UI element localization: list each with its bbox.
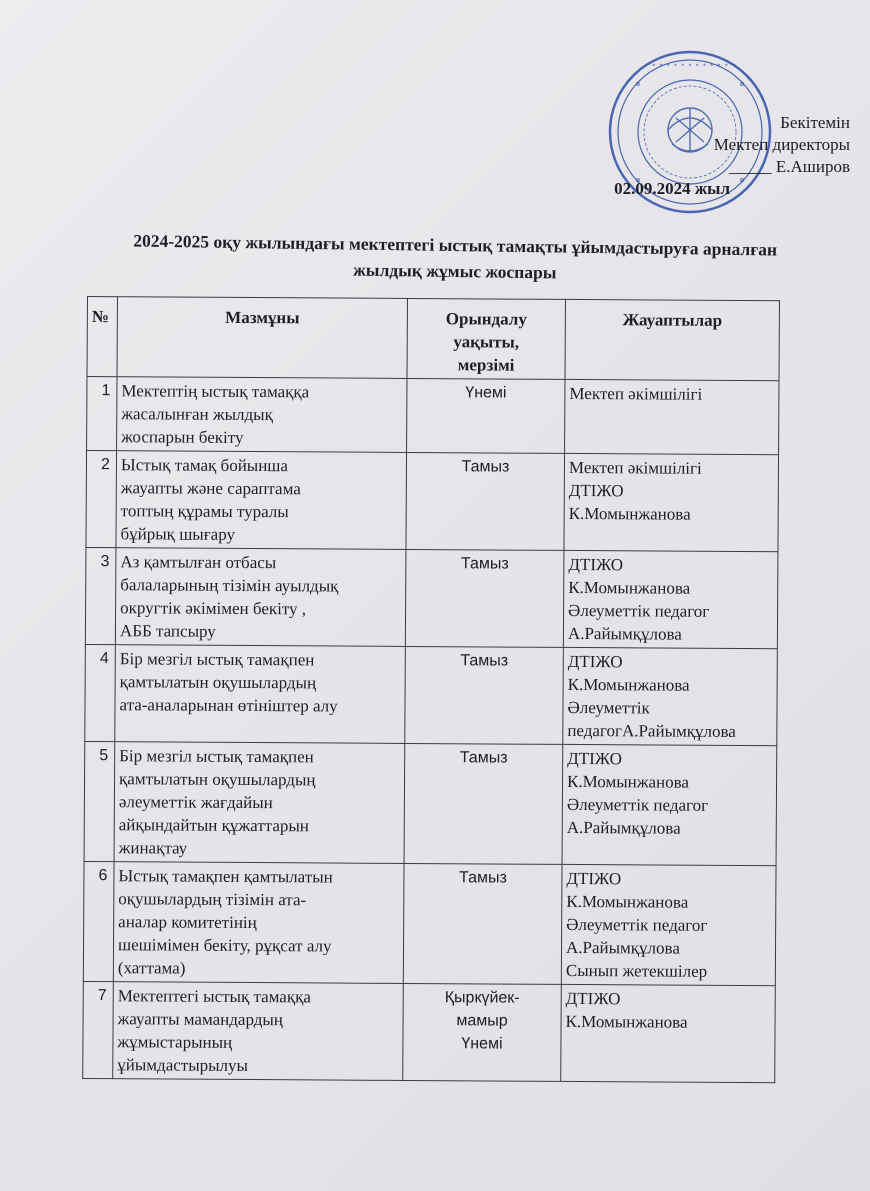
row-responsible-line: К.Момынжанова: [566, 771, 690, 792]
row-responsible: [564, 453, 779, 551]
row-responsible: [562, 744, 777, 865]
row-number: 5: [84, 741, 115, 861]
row-responsible-line: К.Момынжанова: [568, 577, 691, 598]
row-deadline: [404, 743, 563, 864]
document-title: [60, 226, 851, 289]
plan-table: [82, 296, 780, 1083]
row-deadline: [405, 549, 564, 647]
row-content-line: шешімімен бекіту, рұқсат алу: [117, 935, 332, 956]
row-content-line: аналар комитетінің: [118, 912, 257, 933]
row-responsible-line: Әлеуметтік педагог: [568, 600, 710, 621]
table-row: [85, 547, 778, 648]
row-content-line: жауапты және сараптама: [120, 478, 301, 499]
row-content-line: АББ тапсыру: [119, 621, 216, 641]
row-content-line: жұмыстарының: [117, 1032, 233, 1052]
row-content: [115, 548, 406, 647]
table-row: [85, 644, 778, 745]
row-deadline-line: Үнемі: [461, 1035, 503, 1053]
row-deadline-line: Тамыз: [458, 869, 507, 887]
header-time-line: Орындалу: [445, 309, 527, 329]
row-deadline: [407, 378, 565, 453]
row-deadline-line: Қыркүйек-: [444, 989, 520, 1007]
row-responsible-line: педагогА.Райымқұлова: [567, 720, 736, 741]
row-content: [114, 742, 405, 864]
row-content-line: (хаттама): [117, 958, 186, 978]
row-responsible-line: ДТІЖО: [568, 554, 624, 575]
header-number: №: [87, 297, 117, 377]
row-deadline-line: Тамыз: [460, 555, 509, 573]
row-number: 1: [87, 377, 117, 451]
row-content-line: округтік әкімімен бекіту ,: [120, 598, 307, 619]
title-line-1: 2024-2025 оқу жылындағы мектептегі ыстық тамақты ұйымдастыруға арналған: [133, 230, 778, 260]
table-row: [84, 741, 777, 865]
approval-label: Бекітемін: [780, 113, 850, 132]
row-responsible: [565, 379, 779, 454]
table-body: [83, 377, 779, 1083]
row-responsible-line: Әлеуметтік: [567, 697, 650, 718]
row-responsible-line: Әлеуметтік педагог: [566, 794, 709, 815]
row-content-line: әлеуметтік жағдайын: [118, 792, 273, 813]
row-responsible-line: ДТІЖО: [568, 480, 624, 501]
row-responsible-line: ДТІЖО: [567, 748, 622, 769]
row-deadline: [403, 863, 562, 984]
row-deadline: [406, 452, 565, 550]
row-deadline-line: Үнемі: [465, 384, 507, 402]
row-responsible: [561, 864, 776, 985]
row-content-line: Мектептің ыстық тамаққа: [121, 381, 310, 402]
row-responsible-line: ДТІЖО: [565, 988, 621, 1009]
row-content-line: оқушылардың тізімін ата-: [118, 889, 307, 910]
row-content-line: ұйымдастырылуы: [117, 1055, 249, 1075]
row-content-line: ата-аналарынан өтініштер алу: [119, 695, 338, 716]
table-header-row: [87, 297, 779, 381]
row-deadline-line: мамыр: [456, 1012, 508, 1030]
row-responsible-line: Сынып жетекшілер: [565, 960, 708, 981]
row-responsible-line: ДТІЖО: [567, 651, 623, 672]
row-number: 3: [85, 547, 116, 644]
row-responsible-line: Мектеп әкімшілігі: [568, 457, 702, 478]
header-responsible: Жауаптылар: [565, 299, 779, 380]
header-content: Мазмұны: [117, 297, 407, 379]
row-content-line: жасалынған жылдық: [121, 404, 273, 425]
row-responsible-line: К.Момынжанова: [568, 503, 691, 524]
row-responsible: [561, 984, 776, 1082]
row-content-line: қамтылатын оқушылардың: [119, 672, 317, 693]
row-content: [113, 862, 404, 984]
table-row: [87, 377, 779, 455]
row-content: [113, 982, 404, 1081]
row-content-line: жоспарын бекіту: [121, 427, 244, 447]
approval-block: [590, 112, 850, 200]
row-number: 2: [86, 451, 117, 548]
row-content-line: Бір мезгіл ыстық тамақпен: [119, 649, 315, 670]
row-responsible-line: А.Райымқұлова: [566, 817, 681, 838]
table-row: [83, 861, 776, 985]
row-content-line: Ыстық тамақпен қамтылатын: [118, 866, 333, 887]
row-deadline-line: Тамыз: [460, 652, 509, 670]
row-content-line: топтың құрамы туралы: [120, 501, 289, 522]
header-time-line: мерзімі: [457, 355, 515, 375]
director-title: Мектеп директоры: [713, 135, 850, 154]
row-responsible-line: К.Момынжанова: [565, 1011, 688, 1032]
row-content-line: Мектептегі ыстық тамаққа: [117, 986, 312, 1007]
row-number: 4: [85, 644, 116, 741]
row-responsible-line: Әлеуметтік педагог: [566, 914, 708, 935]
svg-text:• • • • • • • • • • • • •: • • • • • • • • • • • • •: [644, 61, 736, 70]
row-responsible-line: К.Момынжанова: [566, 891, 689, 912]
plan-table-wrapper: [82, 296, 779, 1083]
row-deadline: [405, 646, 564, 744]
row-content-line: балаларының тізімін ауылдық: [120, 575, 339, 596]
row-number: 7: [83, 981, 114, 1078]
row-content-line: Ыстық тамақ бойынша: [120, 455, 289, 476]
row-content: [115, 645, 406, 744]
row-content-line: Бір мезгіл ыстық тамақпен: [119, 746, 314, 767]
row-responsible-line: К.Момынжанова: [567, 674, 690, 695]
row-responsible-line: ДТІЖО: [566, 868, 622, 889]
row-responsible: [563, 647, 778, 745]
row-content: [117, 377, 407, 453]
header-time: [407, 298, 565, 379]
row-content-line: жинақтау: [118, 838, 188, 858]
row-content-line: қамтылатын оқушылардың: [118, 769, 316, 790]
row-number: 6: [83, 861, 114, 981]
row-content-line: жауапты мамандардың: [117, 1009, 283, 1030]
approval-date: 02.09.2024 жыл: [614, 179, 730, 198]
row-responsible: [563, 550, 778, 648]
table-row: [83, 981, 776, 1082]
director-signature: _____ Е.Аширов: [729, 157, 850, 176]
row-content-line: айқындайтын құжаттарын: [118, 815, 309, 836]
row-content: [116, 451, 407, 550]
row-content-line: бұйрық шығару: [120, 524, 236, 544]
row-deadline-line: Тамыз: [459, 749, 508, 767]
title-line-2: жылдық жұмыс жоспары: [353, 259, 557, 283]
row-responsible-line: А.Райымқұлова: [565, 937, 680, 958]
row-deadline: [403, 983, 562, 1081]
table-row: [86, 451, 779, 552]
header-time-line: уақыты,: [453, 332, 520, 352]
row-content-line: Аз қамтылған отбасы: [120, 552, 277, 573]
row-responsible-line: Мектеп әкімшілігі: [569, 383, 703, 404]
row-deadline-line: Тамыз: [461, 458, 510, 476]
row-responsible-line: А.Райымқұлова: [567, 623, 682, 644]
